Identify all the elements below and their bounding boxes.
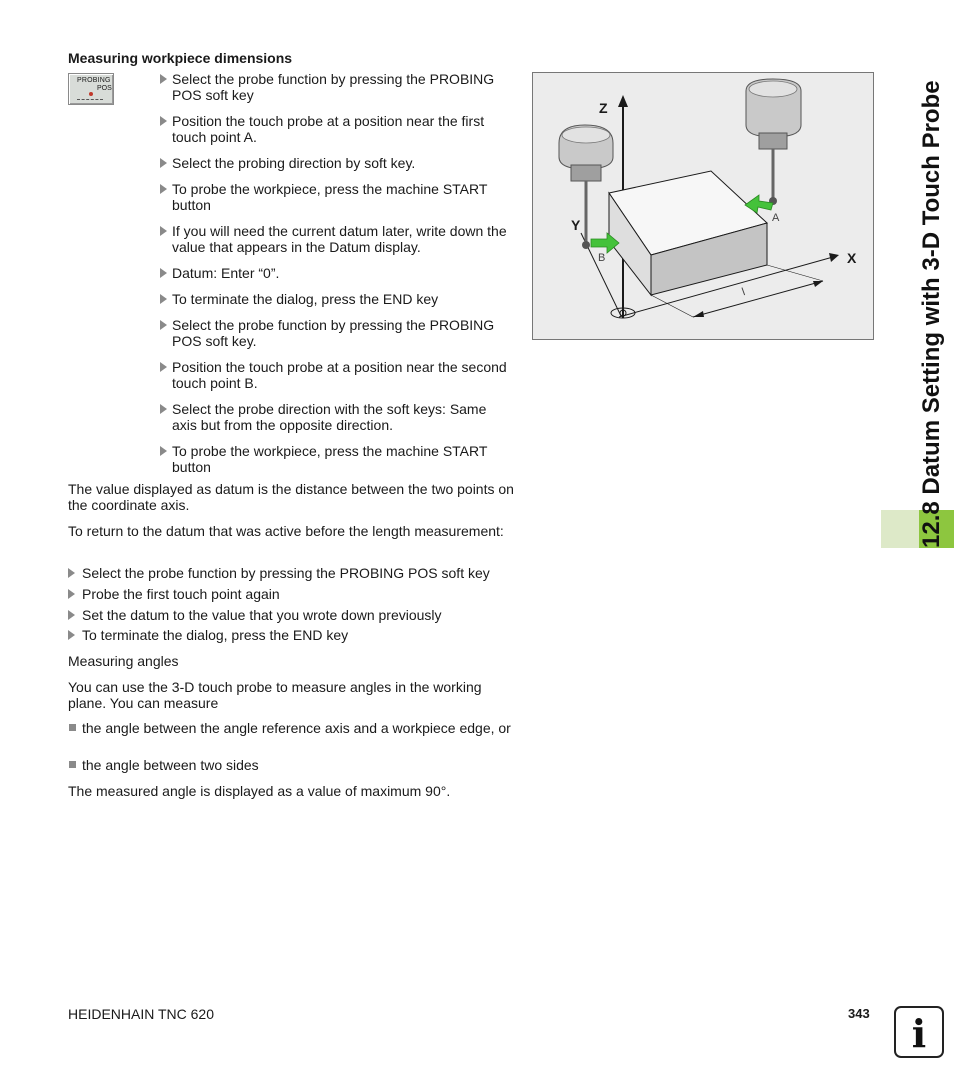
figure-drawing [533, 73, 873, 339]
paragraph-datum-distance: The value displayed as datum is the distance between the two points on the coordinate axis. [68, 481, 514, 513]
section-heading: Measuring workpiece dimensions [68, 50, 293, 66]
triangle-bullet-icon [160, 294, 167, 304]
x-axis-arrow [829, 253, 839, 262]
softkey-label-2: POS [97, 85, 112, 92]
probe-measurement-figure [532, 72, 874, 340]
list-item [68, 757, 514, 773]
list-item [158, 223, 514, 255]
list-item [68, 627, 514, 643]
triangle-bullet-icon [160, 184, 167, 194]
length-label: l [740, 286, 747, 299]
x-axis-label: X [847, 250, 857, 266]
step-text: Select the probe function by pressing the PROBING POS soft key [82, 565, 490, 581]
page-number: 343 [848, 1006, 870, 1021]
triangle-bullet-icon [160, 446, 167, 456]
surface-line-icon [77, 96, 103, 100]
triangle-bullet-icon [68, 610, 75, 620]
step-text: Select the probe function by pressing the PROBING POS soft key. [172, 317, 495, 349]
info-icon [894, 1006, 944, 1058]
triangle-bullet-icon [160, 362, 167, 372]
dimension-arrow-left [693, 311, 704, 317]
step-text: Select the probing direction by soft key. [172, 155, 416, 171]
triangle-bullet-icon [68, 589, 75, 599]
list-item [68, 586, 514, 602]
step-text: Select the probe function by pressing the PROBING POS soft key [172, 71, 495, 103]
step-text: Position the touch probe at a position near the first touch point A. [172, 113, 485, 145]
list-item [158, 359, 514, 391]
list-item [158, 181, 514, 213]
list-item [68, 607, 514, 623]
touch-probe-left-icon [559, 125, 613, 249]
list-item [68, 565, 514, 581]
dimension-arrow-right [813, 281, 823, 287]
step-text: Position the touch probe at a position near the second touch point B. [172, 359, 507, 391]
step-text: To terminate the dialog, press the END key [82, 627, 349, 643]
triangle-bullet-icon [160, 226, 167, 236]
list-item [158, 401, 514, 433]
step-text: Select the probe direction with the soft keys: Same axis but from the opposite direction. [172, 401, 487, 433]
softkey-label-1: PROBING [77, 77, 111, 84]
list-item [158, 71, 514, 103]
step-text: To terminate the dialog, press the END key [172, 291, 439, 307]
step-text: Probe the first touch point again [82, 586, 280, 602]
triangle-bullet-icon [160, 158, 167, 168]
triangle-bullet-icon [160, 320, 167, 330]
probing-pos-softkey-icon [68, 73, 114, 105]
step-text: To probe the workpiece, press the machine START button [172, 181, 488, 213]
chapter-title: 12.8 Datum Setting with 3-D Touch Probe [918, 80, 945, 548]
point-a-label: A [772, 212, 780, 224]
dimension-line [693, 281, 823, 317]
measuring-angles-subheading: Measuring angles [68, 653, 179, 669]
triangle-bullet-icon [160, 404, 167, 414]
triangle-bullet-icon [160, 116, 167, 126]
triangle-bullet-icon [68, 568, 75, 578]
triangle-bullet-icon [68, 630, 75, 640]
item-text: the angle between two sides [82, 757, 259, 773]
footer-product: HEIDENHAIN TNC 620 [68, 1006, 215, 1022]
list-item [158, 443, 514, 475]
list-item [158, 291, 514, 307]
z-axis-arrow [618, 95, 628, 107]
point-b-label: B [598, 252, 606, 264]
list-item [158, 113, 514, 145]
square-bullet-icon [69, 724, 76, 731]
list-item [158, 155, 514, 171]
step-text: If you will need the current datum later, write down the value that appears in the Datum display. [172, 223, 507, 255]
touch-probe-right-icon [746, 79, 801, 205]
z-axis-label: Z [599, 100, 608, 116]
list-item [158, 265, 514, 281]
triangle-bullet-icon [160, 268, 167, 278]
paragraph-max-angle: The measured angle is displayed as a value of maximum 90°. [68, 783, 451, 799]
item-text: the angle between the angle reference axis and a workpiece edge, or [82, 720, 511, 736]
paragraph-return-datum: To return to the datum that was active before the length measurement: [68, 523, 504, 539]
triangle-bullet-icon [160, 74, 167, 84]
square-bullet-icon [69, 761, 76, 768]
chapter-tab-marker-light [881, 510, 919, 548]
step-text: To probe the workpiece, press the machine START button [172, 443, 488, 475]
step-text: Datum: Enter “0”. [172, 265, 280, 281]
steps-list [158, 71, 514, 485]
y-axis-label: Y [571, 217, 581, 233]
info-letter: i [911, 1011, 927, 1056]
list-item [68, 720, 514, 736]
list-item [158, 317, 514, 349]
paragraph-angle-intro: You can use the 3-D touch probe to measure angles in the working plane. You can measure [68, 679, 482, 711]
step-text: Set the datum to the value that you wrote down previously [82, 607, 442, 623]
